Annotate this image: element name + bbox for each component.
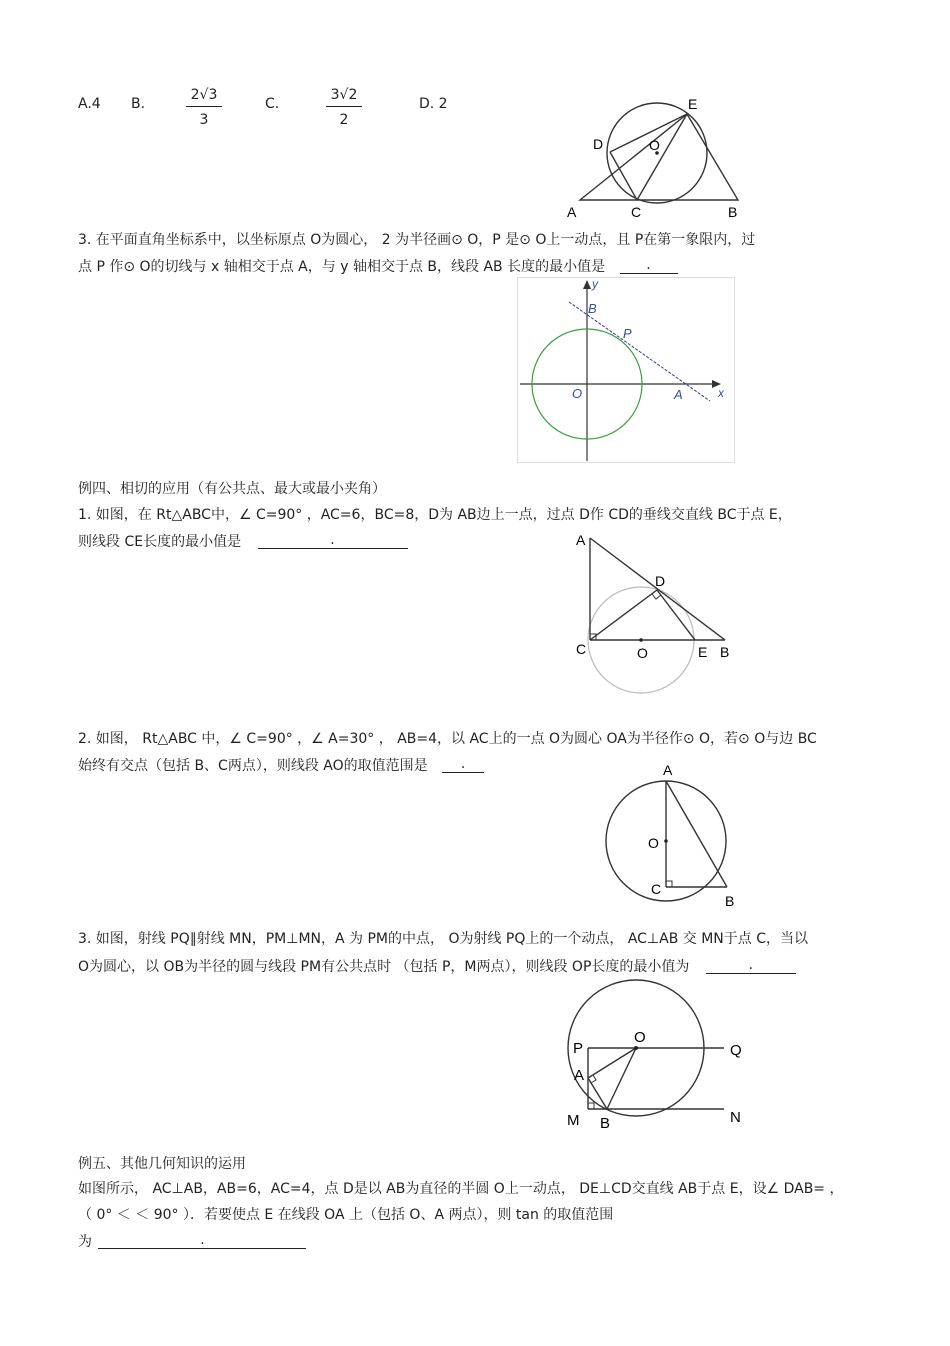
e5-line3	[78, 1233, 306, 1249]
figure-ex4-2	[600, 758, 750, 913]
e4-p3-answer-blank[interactable]: .	[706, 958, 796, 974]
e4-p2-line2-text: 始终有交点（包括 B、C两点），则线段 AO的取值范围是	[78, 758, 428, 774]
right-angle-d	[652, 594, 661, 599]
fraction-b-numerator: 2√3	[186, 87, 222, 107]
label-a: A	[674, 387, 683, 402]
option-a: A.4	[78, 96, 101, 112]
label-a: A	[576, 532, 586, 548]
label-o: O	[572, 386, 583, 401]
e4-p3-line1: 3. 如图，射线 PQ∥射线 MN，PM⊥MN，A 为 PM的中点， O为射线 PQ上的一个动点， AC⊥AB 交 MN于点 C，当以	[78, 931, 808, 947]
label-a: A	[574, 1067, 585, 1084]
center-dot	[639, 638, 643, 642]
label-o: O	[634, 1029, 646, 1046]
label-a: A	[663, 762, 673, 778]
fraction-c-denominator: 2	[339, 112, 349, 128]
label-x: x	[718, 386, 724, 400]
fraction-c	[326, 87, 362, 128]
label-e: E	[688, 96, 698, 112]
label-o: O	[649, 137, 660, 153]
label-b: B	[725, 893, 735, 909]
figure-frame	[518, 278, 735, 463]
label-y: y	[592, 277, 598, 291]
e4-p1-line2-text: 则线段 CE长度的最小值是	[78, 534, 242, 550]
label-e: E	[698, 644, 708, 660]
label-c: C	[651, 881, 662, 897]
segment-de	[657, 590, 695, 640]
label-p: P	[573, 1040, 584, 1057]
q3-line2	[78, 258, 678, 274]
segment-ab	[666, 781, 727, 887]
e4-p1-answer-blank[interactable]: .	[258, 533, 408, 549]
e4-p2-line1: 2. 如图， Rt△ABC 中，∠ C=90° ，∠ A=30° ， AB=4，以 AC上的一点 O为圆心 OA为半径作⊙ O，若⊙ O与边 BC	[78, 731, 817, 747]
fraction-c-numerator: 3√2	[326, 87, 362, 107]
label-o: O	[637, 645, 648, 661]
label-d: D	[655, 573, 666, 589]
q3-answer-blank[interactable]: .	[620, 258, 678, 274]
label-b: B	[588, 301, 597, 316]
segment-dc	[610, 152, 637, 200]
fraction-b-denominator: 3	[199, 112, 209, 128]
label-n: N	[730, 1109, 741, 1126]
q3-line1: 3. 在平面直角坐标系中，以坐标原点 O为圆心， 2 为半径画⊙ O，P 是⊙ O上一动点，且 P在第一象限内，过	[78, 232, 756, 248]
option-d: D. 2	[419, 96, 448, 112]
label-b: B	[600, 1115, 611, 1132]
e5-line2: （ 0° ＜ ＜ 90° ）．若要使点 E 在线段 OA 上（包括 O、A 两点），则 tan 的取值范围	[78, 1207, 614, 1223]
label-d: D	[593, 136, 604, 152]
figure-triangle-circle	[560, 90, 750, 225]
e4-p2-answer-blank[interactable]: .	[442, 757, 484, 773]
label-c: C	[576, 641, 587, 657]
label-o: O	[648, 835, 659, 851]
right-angle-m	[588, 1103, 594, 1109]
option-b: B.	[131, 96, 146, 112]
e4-p1-line1: 1. 如图，在 Rt△ABC中，∠ C=90° ，AC=6，BC=8，D为 AB边上一点，过点 D作 CD的垂线交直线 BC于点 E，	[78, 507, 792, 523]
e4-p1-line2	[78, 533, 408, 549]
label-q: Q	[730, 1042, 742, 1059]
label-p: P	[623, 326, 632, 341]
e4-p3-line2-text: O为圆心，以 OB为半径的圆与线段 PM有公共点时 （包括 P，M两点），则线段 OP长度的最小值为	[78, 959, 690, 975]
figure-coordinate-plane	[517, 277, 735, 463]
figure-ex4-1	[570, 530, 740, 700]
figure-ex4-3	[560, 975, 760, 1135]
e5-answer-blank[interactable]: .	[98, 1233, 306, 1249]
label-b: B	[728, 204, 738, 220]
label-a: A	[567, 204, 577, 220]
center-dot	[634, 1046, 638, 1050]
triangle-abe	[580, 114, 738, 200]
label-c: C	[631, 204, 642, 220]
example5-title: 例五、其他几何知识的运用	[78, 1156, 246, 1172]
segment-cd	[590, 590, 657, 640]
e4-p2-line2	[78, 757, 484, 773]
tangent-line	[569, 302, 710, 401]
option-c: C.	[265, 96, 280, 112]
label-b: B	[720, 644, 730, 660]
label-m: M	[567, 1112, 580, 1129]
example4-title: 例四、相切的应用（有公共点、最大或最小夹角）	[78, 481, 386, 497]
e4-p3-line2	[78, 958, 796, 974]
fraction-b	[186, 87, 222, 128]
right-angle-c	[666, 881, 672, 887]
e5-line1: 如图所示， AC⊥AB，AB=6，AC=4，点 D是以 AB为直径的半圆 O上一动点， DE⊥CD交直线 AB于点 E，设∠ DAB= ，	[78, 1181, 844, 1197]
y-axis-arrow	[583, 280, 591, 289]
center-dot	[664, 839, 668, 843]
q3-line2-text: 点 P 作⊙ O的切线与 x 轴相交于点 A，与 y 轴相交于点 B，线段 AB 长度的最小值是	[78, 259, 606, 275]
e5-line3-text: 为	[78, 1234, 92, 1250]
